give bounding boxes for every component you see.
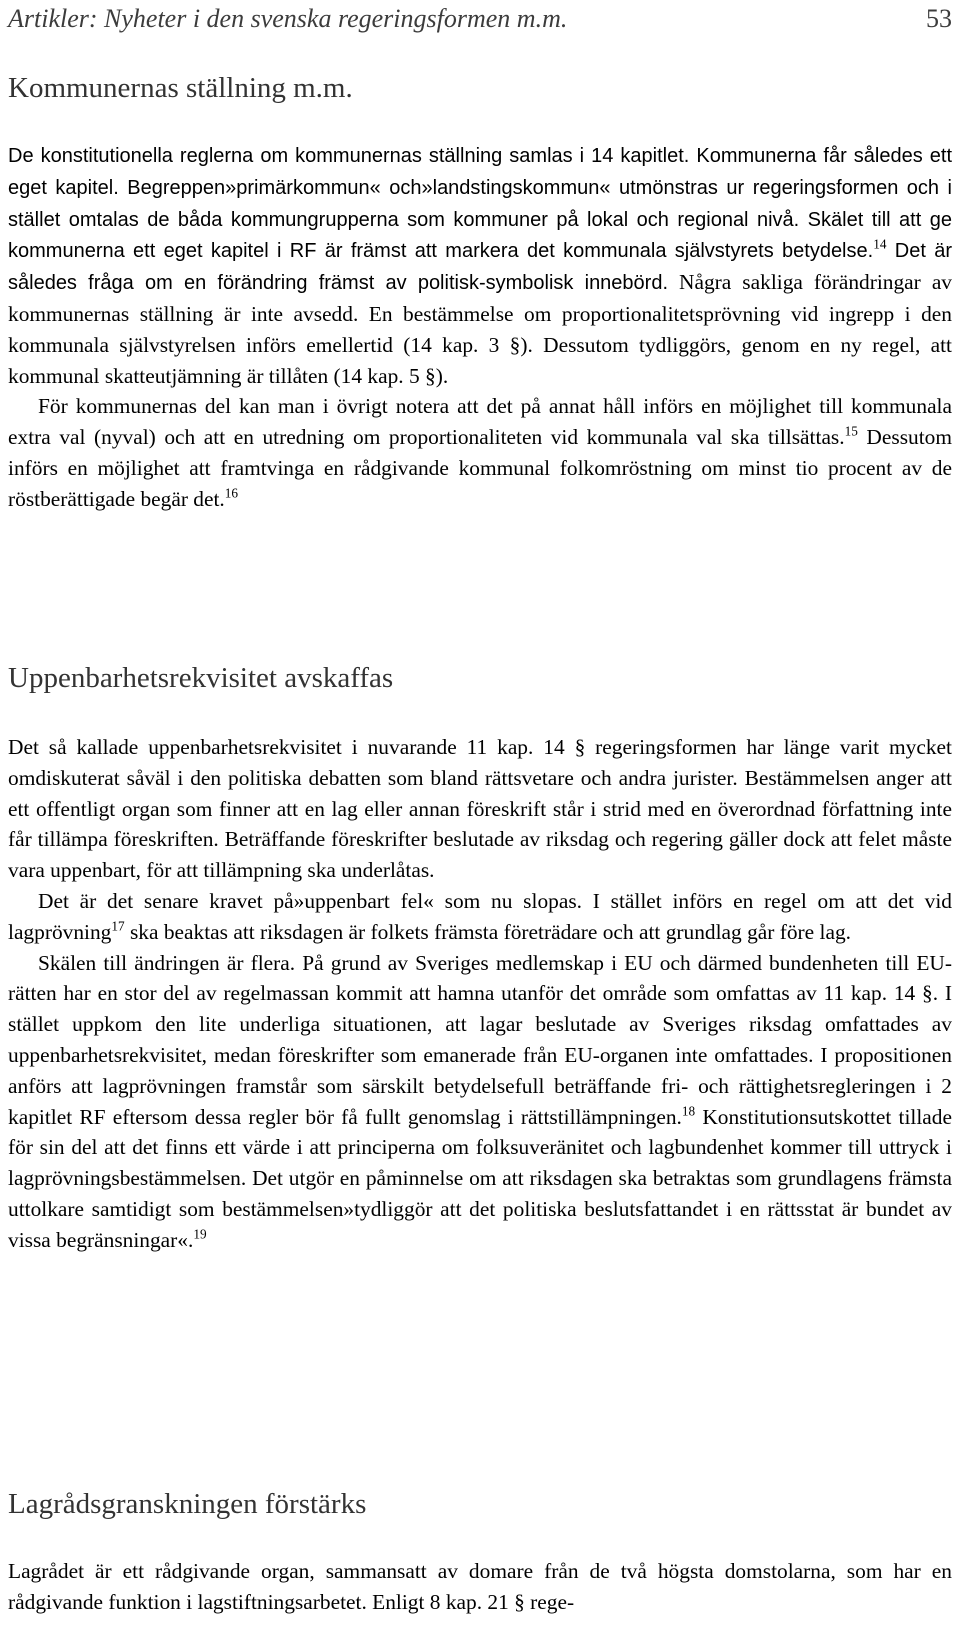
section-heading-kommunernas: Kommunernas ställning m.m. [8,72,353,104]
paragraph: Lagrådet är ett rådgivande organ, sammansatt av domare från de två högsta domstolarna, som har en rådgivande funktion i lagstiftningsarbetet. Enligt 8 kap. 21 § rege- [8,1559,952,1614]
paragraph-text: ska beaktas att riksdagen är folkets främsta företrädare och att grundlag går före lag. [124,919,851,944]
paragraph [8,886,952,948]
footnote-ref[interactable]: 16 [224,485,239,501]
paragraph-text: För kommunernas del kan man i övrigt notera att det på annat håll införs en möjlighet till kommunala extra val (nyval) och att en utredning om proportionaliteten vid kommunala val ska tillsättas. [8,394,952,450]
footnote-ref[interactable]: 15 [844,423,858,439]
paragraph-text: Skälen till ändringen är flera. På grund av Sveriges medlemskap i EU och därmed bundenheten till EU-rätten har en stor del av regelmassan kommit att hamna utanför det område som omfattas av 11 kap. 14 §. I stället uppkom den lite underliga situationen, att lagar beslutade av Sveriges riksdag omfattades av uppenbarhetsrekvisitet, medan föreskrifter som emanerade från EU-organen inte omfattades. I propositionen anförs att lagprövningen framstår som särskilt betydelsefull beträffande fri- och rättighetsregleringen i 2 kapitlet RF eftersom dessa regler bör få fullt genomslag i rättstillämpningen. [8,950,952,1129]
section-body-kommunernas [8,140,952,515]
section-body-uppenbarhet [8,732,952,1256]
paragraph-text: Dessutom införs en möjlighet att framtvinga en rådgivande kommunal folkomröstning om minst tio procent av de röstberättigade begär det. [8,425,952,511]
footnote-ref[interactable]: 14 [873,236,887,252]
section-body-lagradet [8,1556,952,1618]
paragraph-text: De konstitutionella reglerna om kommunernas ställning samlas i 14 kapitlet. Kommunerna får således ett eget kapitel. Begreppen»primärkommun« och»landstingskommun« utmönstras ur regeringsformen och i stället omtalas de båda kommungrupperna som kommuner på lokal och regional nivå. Skälet till att ge kommunerna ett eget kapitel i RF är främst att markera det kommunala självstyrets betydelse. [8,145,952,263]
paragraph [8,948,952,1256]
footnote-ref[interactable]: 19 [193,1226,207,1242]
running-header [8,4,952,34]
paragraph-text: Det är således fråga om en förändring främst av politisk-symbolisk innebörd. [8,240,952,295]
running-title: Artikler: Nyheter i den svenska regeringsformen m.m. [8,4,568,33]
section-heading-lagradet: Lagrådsgranskningen förstärks [8,1488,367,1520]
paragraph-text: Några sakliga förändringar av kommunernas ställning är inte avsedd. En bestämmelse om proportionalitetsprövning vid ingrepp i den kommunala självstyrelsen införs emellertid (14 kap. 3 §). Dessutom tydliggörs, genom en ny regel, att kommunal skatteutjämning är tillåten (14 kap. 5 §). [8,270,953,388]
paragraph-text: Konstitutionsutskottet tillade för sin del att det finns ett värde i att principerna om folksuveränitet och lagbundenhet kommer till uttryck i lagprövningsbestämmelsen. Det utgör en påminnelse om att riksdagen ska betraktas som grundlagens främsta uttolkare samtidigt som bestämmelsen»tydliggör att det politiska beslutsfattandet i en rättsstat är bundet av vissa begränsningar«. [8,1104,952,1252]
paragraph [8,391,952,514]
section-heading-uppenbarhet: Uppenbarhetsrekvisitet avskaffas [8,662,394,694]
footnote-ref[interactable]: 17 [111,918,125,934]
footnote-ref[interactable]: 18 [681,1102,696,1118]
page-number: 53 [926,4,952,33]
paragraph-text: Det är det senare kravet på»uppenbart fel« som nu slopas. I stället införs en regel om att det vid lagprövning [8,888,952,944]
paragraph [8,140,952,391]
paragraph: Det så kallade uppenbarhetsrekvisitet i nuvarande 11 kap. 14 § regeringsformen har länge varit mycket omdiskuterat såväl i den politiska debatten som bland rättsvetare och andra jurister. Bestämmelsen anger att ett offentligt organ som finner att en lag eller annan föreskrift står i strid med en överordnad författning inte får tillämpa föreskriften. Beträffande föreskrifter beslutade av riksdag och regering gäller dock att felet måste vara uppenbart, för att tillämpning ska underlåtas. [8,735,952,883]
